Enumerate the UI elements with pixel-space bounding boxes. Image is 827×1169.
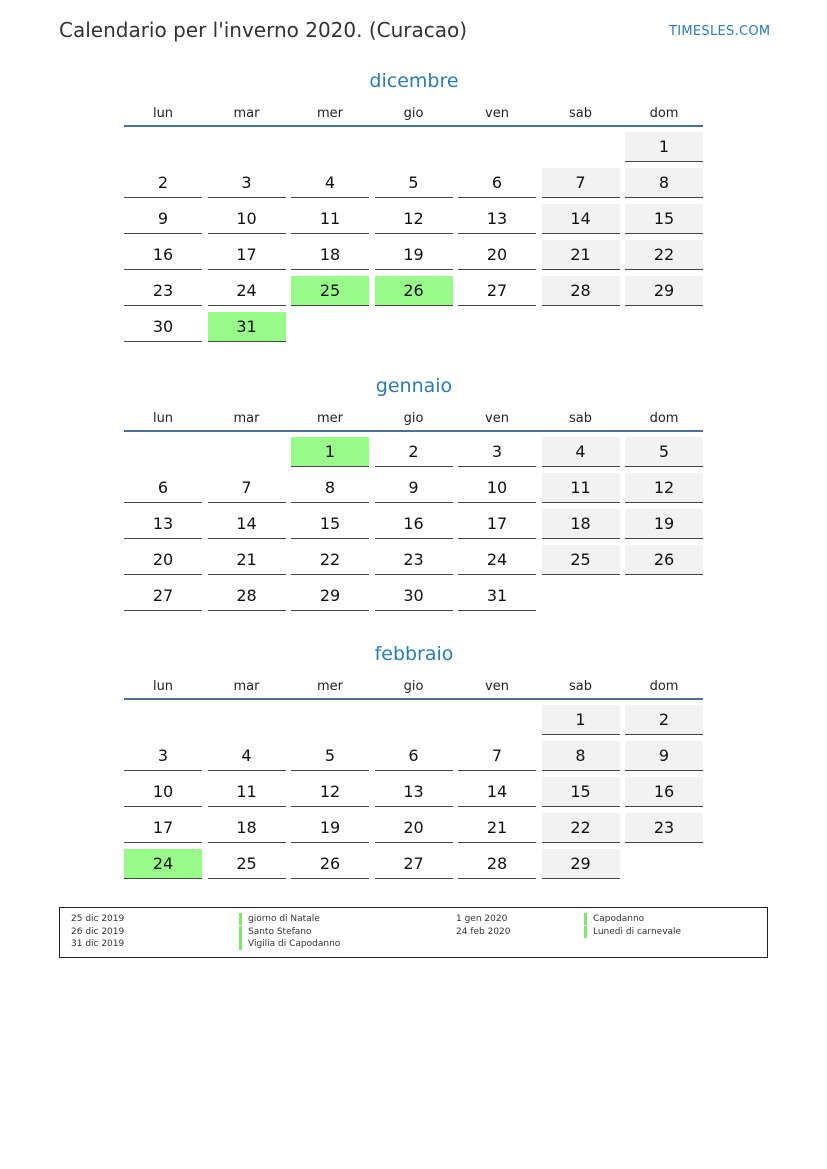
day-cell: 13 [124, 509, 202, 539]
day-cell: 6 [124, 473, 202, 503]
day-cell: 12 [375, 204, 453, 234]
day-cell: 26 [625, 545, 703, 575]
day-cell: 5 [375, 168, 453, 198]
day-cell: 27 [458, 276, 536, 306]
day-cell: 23 [124, 276, 202, 306]
month-name: dicembre [369, 70, 459, 92]
day-cell: 8 [542, 741, 620, 771]
weekday-header [124, 106, 704, 126]
day-cell: 4 [291, 168, 369, 198]
weekday-label: sab [569, 679, 592, 694]
day-cell: 10 [124, 777, 202, 807]
day-cell: 3 [208, 168, 286, 198]
day-cell: 22 [625, 240, 703, 270]
day-cell: 14 [208, 509, 286, 539]
day-cell: 27 [375, 849, 453, 879]
day-cell: 25 [291, 276, 369, 306]
day-cell: 4 [208, 741, 286, 771]
day-cell: 24 [208, 276, 286, 306]
day-cell: 6 [458, 168, 536, 198]
day-cell: 5 [291, 741, 369, 771]
day-cell: 23 [625, 813, 703, 843]
month-name: febbraio [374, 643, 454, 665]
day-cell: 22 [542, 813, 620, 843]
day-cell: 8 [625, 168, 703, 198]
day-cell: 2 [124, 168, 202, 198]
legend-holiday-name: Lunedì di carnevale [584, 926, 681, 938]
day-cell: 8 [291, 473, 369, 503]
day-cell: 25 [542, 545, 620, 575]
day-cell: 17 [208, 240, 286, 270]
holiday-legend [59, 907, 768, 958]
day-cell: 1 [625, 132, 703, 162]
day-cell: 16 [375, 509, 453, 539]
day-cell: 11 [291, 204, 369, 234]
weekday-label: mer [316, 106, 343, 121]
weekday-label: dom [649, 411, 679, 426]
day-cell: 7 [458, 741, 536, 771]
day-cell: 19 [375, 240, 453, 270]
weekday-label: ven [485, 106, 509, 121]
day-cell: 5 [625, 437, 703, 467]
weekday-label: lun [152, 411, 174, 426]
day-cell: 25 [208, 849, 286, 879]
day-cell: 12 [625, 473, 703, 503]
day-cell: 21 [542, 240, 620, 270]
day-cell: 30 [375, 581, 453, 611]
weekday-label: mer [316, 411, 343, 426]
day-cell: 9 [375, 473, 453, 503]
day-cell: 13 [458, 204, 536, 234]
day-cell: 20 [124, 545, 202, 575]
day-cell: 7 [208, 473, 286, 503]
day-cell: 2 [375, 437, 453, 467]
weekday-header [124, 411, 704, 431]
page-title: Calendario per l'inverno 2020. (Curacao) [59, 18, 468, 42]
weekday-label: gio [403, 106, 424, 121]
day-cell: 17 [458, 509, 536, 539]
weekday-label: mar [233, 679, 260, 694]
day-cell: 24 [124, 849, 202, 879]
day-cell: 10 [458, 473, 536, 503]
day-cell: 21 [208, 545, 286, 575]
day-cell: 14 [542, 204, 620, 234]
weekday-label: mar [233, 411, 260, 426]
day-cell: 20 [375, 813, 453, 843]
day-cell: 24 [458, 545, 536, 575]
legend-holiday-name: Santo Stefano [239, 926, 312, 938]
day-cell: 11 [208, 777, 286, 807]
weekday-label: lun [152, 106, 174, 121]
day-cell: 10 [208, 204, 286, 234]
legend-holiday-name: Capodanno [584, 913, 644, 925]
day-cell: 3 [124, 741, 202, 771]
day-cell: 11 [542, 473, 620, 503]
legend-date: 26 dic 2019 [71, 927, 125, 937]
weekday-label: sab [569, 106, 592, 121]
month-name: gennaio [375, 375, 453, 397]
weekday-label: gio [403, 679, 424, 694]
header-rule [124, 125, 703, 127]
legend-date: 1 gen 2020 [456, 914, 508, 924]
weekday-label: sab [569, 411, 592, 426]
day-cell: 19 [625, 509, 703, 539]
day-cell: 18 [291, 240, 369, 270]
day-cell: 29 [625, 276, 703, 306]
day-cell: 7 [542, 168, 620, 198]
weekday-label: dom [649, 679, 679, 694]
weekday-header [124, 679, 704, 699]
day-cell: 12 [291, 777, 369, 807]
weekday-label: gio [403, 411, 424, 426]
weekday-label: lun [152, 679, 174, 694]
brand-link[interactable]: TIMESLES.COM [669, 24, 771, 39]
day-cell: 3 [458, 437, 536, 467]
day-cell: 2 [625, 705, 703, 735]
day-cell: 1 [291, 437, 369, 467]
day-cell: 13 [375, 777, 453, 807]
day-cell: 9 [625, 741, 703, 771]
day-cell: 28 [542, 276, 620, 306]
day-cell: 21 [458, 813, 536, 843]
legend-holiday-name: giorno di Natale [239, 913, 320, 925]
day-cell: 18 [208, 813, 286, 843]
day-cell: 19 [291, 813, 369, 843]
day-cell: 31 [458, 581, 536, 611]
day-cell: 9 [124, 204, 202, 234]
weekday-label: mer [316, 679, 343, 694]
day-cell: 4 [542, 437, 620, 467]
day-cell: 16 [625, 777, 703, 807]
header-rule [124, 698, 703, 700]
day-cell: 29 [542, 849, 620, 879]
day-cell: 30 [124, 312, 202, 342]
day-cell: 15 [542, 777, 620, 807]
day-cell: 22 [291, 545, 369, 575]
weekday-label: dom [649, 106, 679, 121]
weekday-label: ven [485, 679, 509, 694]
day-cell: 23 [375, 545, 453, 575]
day-cell: 26 [375, 276, 453, 306]
day-cell: 27 [124, 581, 202, 611]
day-cell: 20 [458, 240, 536, 270]
weekday-label: mar [233, 106, 260, 121]
day-cell: 31 [208, 312, 286, 342]
day-cell: 18 [542, 509, 620, 539]
day-cell: 26 [291, 849, 369, 879]
day-cell: 29 [291, 581, 369, 611]
day-cell: 28 [208, 581, 286, 611]
legend-date: 25 dic 2019 [71, 914, 125, 924]
day-cell: 15 [291, 509, 369, 539]
legend-date: 24 feb 2020 [456, 927, 511, 937]
day-cell: 14 [458, 777, 536, 807]
header-rule [124, 430, 703, 432]
day-cell: 15 [625, 204, 703, 234]
day-cell: 1 [542, 705, 620, 735]
legend-date: 31 dic 2019 [71, 939, 125, 949]
weekday-label: ven [485, 411, 509, 426]
day-cell: 6 [375, 741, 453, 771]
day-cell: 17 [124, 813, 202, 843]
day-cell: 16 [124, 240, 202, 270]
day-cell: 28 [458, 849, 536, 879]
legend-holiday-name: Vigilia di Capodanno [239, 938, 340, 950]
